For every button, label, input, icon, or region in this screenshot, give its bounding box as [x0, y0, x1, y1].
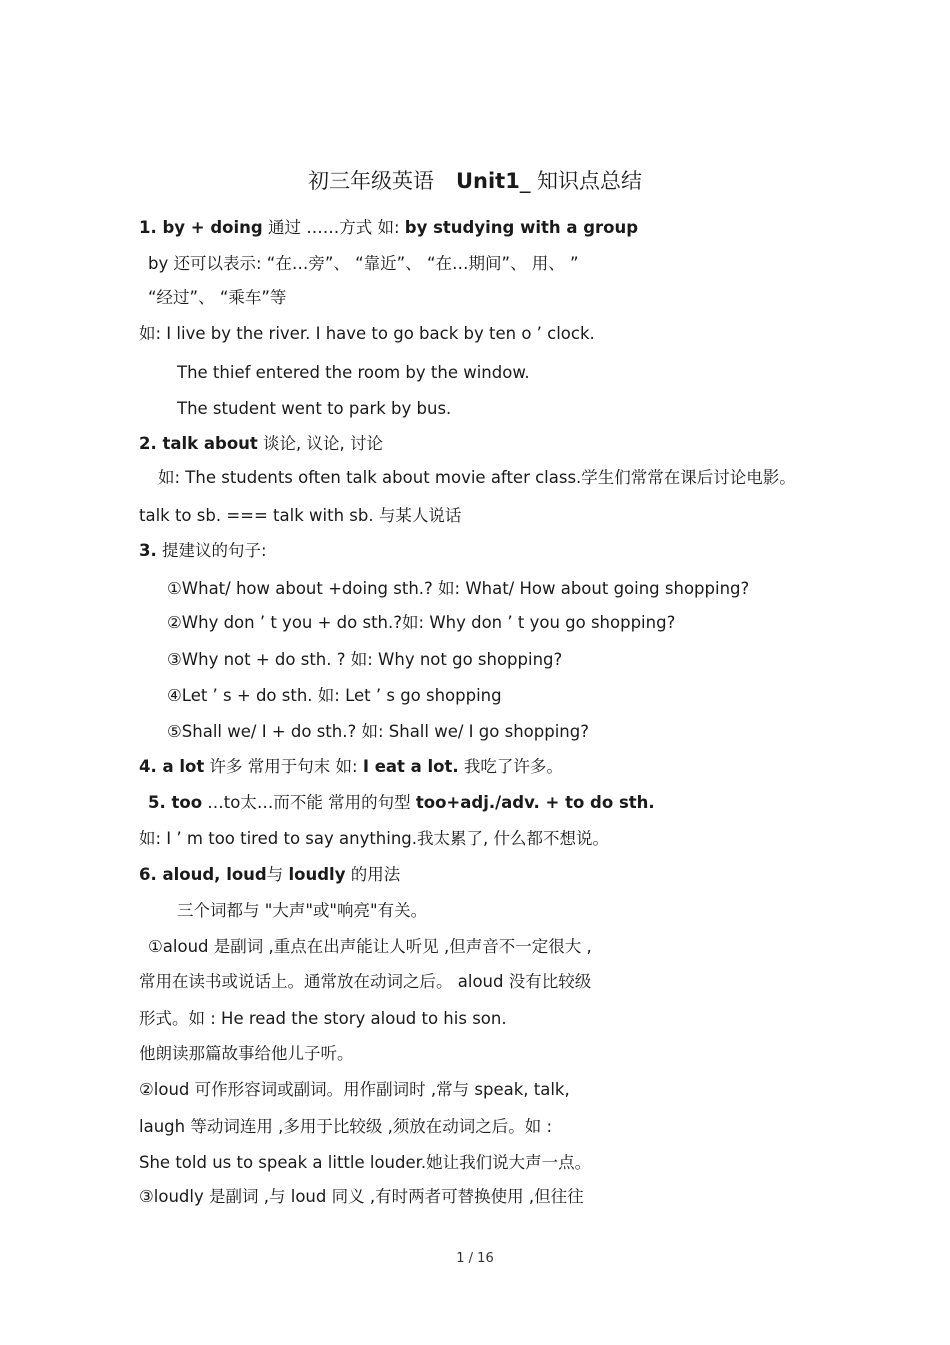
- text-line: [139, 756, 563, 778]
- text-segment: 3.: [139, 541, 157, 560]
- text-segment: ③loudly 是副词 ,与 loud 同义 ,有时两者可替换使用 ,但往往: [139, 1187, 584, 1206]
- title-unit: Unit1: [455, 169, 520, 193]
- text-line: [139, 1008, 507, 1030]
- text-line: [139, 505, 461, 527]
- text-line: [177, 398, 451, 420]
- text-segment: …to太…而不能 常用的句型: [202, 793, 416, 812]
- text-segment: 常用在读书或说话上。通常放在动词之后。 aloud 没有比较级: [139, 972, 592, 991]
- text-segment: talk to sb. === talk with sb. 与某人说话: [139, 506, 462, 525]
- text-segment: by 还可以表示: “在…旁”、 “靠近”、 “在…期间”、 用、 ”: [148, 254, 579, 273]
- text-line: [139, 1152, 591, 1174]
- text-segment: 如: The students often talk about movie after class.学生们常常在课后讨论电影。: [158, 468, 796, 487]
- text-line: [177, 900, 427, 922]
- text-segment: 1. by + doing: [139, 218, 263, 237]
- text-line: [177, 362, 530, 384]
- text-line: [148, 287, 286, 309]
- text-segment: 提建议的句子:: [156, 541, 267, 560]
- text-segment: laugh 等动词连用 ,多用于比较级 ,须放在动词之后。如 :: [139, 1117, 553, 1136]
- text-segment: I eat a lot.: [362, 757, 459, 776]
- text-line: [139, 217, 638, 239]
- text-line: [167, 721, 589, 743]
- text-line: [139, 1079, 570, 1101]
- text-line: [139, 1116, 552, 1138]
- text-segment: ①aloud 是副词 ,重点在出声能让人听见 ,但声音不一定很大 ,: [148, 937, 592, 956]
- text-line: [139, 1043, 354, 1065]
- title-cn-suffix: _ 知识点总结: [519, 169, 643, 193]
- text-segment: 通过 ……方式 如:: [262, 218, 405, 237]
- text-line: [139, 864, 400, 886]
- text-segment: ④Let ’ s + do sth. 如: Let ’ s go shopping: [167, 686, 502, 705]
- text-line: [167, 685, 502, 707]
- text-line: [139, 971, 591, 993]
- text-segment: loudly: [288, 865, 346, 884]
- text-segment: The thief entered the room by the window.: [177, 363, 530, 382]
- text-segment: 5. too: [148, 793, 203, 812]
- page-number: 1 / 16: [456, 1251, 494, 1266]
- text-segment: ②loud 可作形容词或副词。用作副词时 ,常与 speak, talk,: [139, 1080, 570, 1099]
- text-segment: 的用法: [345, 865, 401, 884]
- text-segment: 2. talk about: [139, 434, 258, 453]
- text-line: [139, 828, 609, 850]
- text-line: [148, 253, 579, 275]
- text-segment: 4. a lot: [139, 757, 205, 776]
- text-segment: ⑤Shall we/ I + do sth.? 如: Shall we/ I go shopping?: [167, 722, 589, 741]
- text-segment: 他朗读那篇故事给他儿子听。: [139, 1044, 354, 1063]
- text-segment: 如: I live by the river. I have to go back by ten o ’ clock.: [139, 324, 595, 343]
- text-line: [139, 433, 383, 455]
- text-segment: The student went to park by bus.: [177, 399, 452, 418]
- text-line: [167, 649, 562, 671]
- text-segment: “经过”、 “乘车”等: [148, 288, 287, 307]
- text-segment: 三个词都与 "大声"或"响亮"有关。: [177, 901, 428, 920]
- text-segment: too+adj./adv. + to do sth.: [415, 793, 655, 812]
- text-line: [167, 578, 749, 600]
- document-title: [0, 167, 950, 195]
- text-line: [167, 612, 675, 634]
- text-segment: 谈论, 议论, 讨论: [257, 434, 384, 453]
- text-line: [139, 323, 595, 345]
- text-line: [158, 467, 796, 489]
- text-segment: ①What/ how about +doing sth.? 如: What/ How about going shopping?: [167, 579, 750, 598]
- text-segment: 我吃了许多。: [458, 757, 563, 776]
- text-segment: 形式。如 : He read the story aloud to his son.: [139, 1009, 507, 1028]
- text-segment: ③Why not + do sth. ? 如: Why not go shopping?: [167, 650, 563, 669]
- text-segment: 与: [266, 865, 289, 884]
- title-cn-prefix: 初三年级英语: [307, 169, 434, 193]
- text-line: [148, 792, 655, 814]
- text-line: [148, 936, 592, 958]
- text-segment: 许多 常用于句末 如:: [204, 757, 363, 776]
- text-segment: She told us to speak a little louder.她让我们说大声一点。: [139, 1153, 592, 1172]
- text-line: [139, 1186, 584, 1208]
- text-line: [139, 540, 267, 562]
- text-segment: 6. aloud, loud: [139, 865, 267, 884]
- text-segment: ②Why don ’ t you + do sth.?如: Why don ’ t you go shopping?: [167, 613, 676, 632]
- text-segment: 如: I ’ m too tired to say anything.我太累了, 什么都不想说。: [139, 829, 610, 848]
- text-segment: by studying with a group: [404, 218, 639, 237]
